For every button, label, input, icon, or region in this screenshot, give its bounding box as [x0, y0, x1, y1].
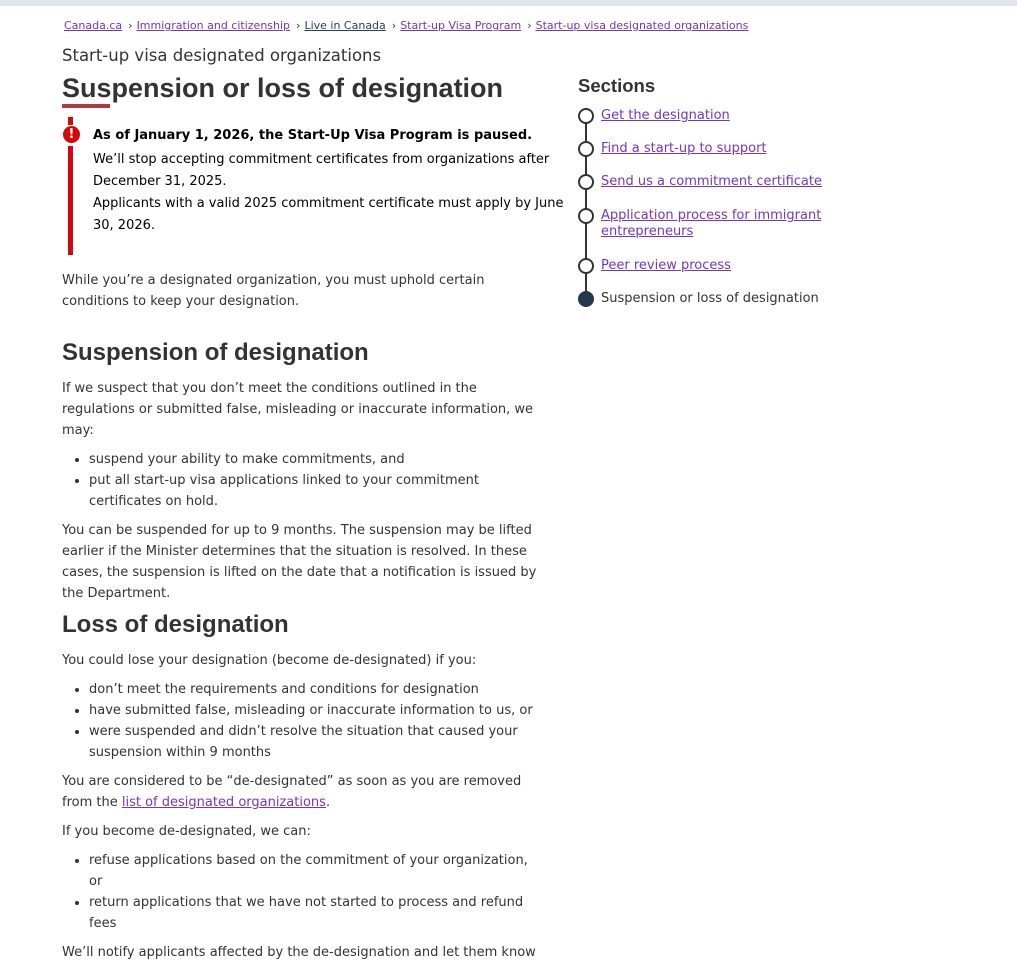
- alert-line: We’ll stop accepting commitment certificates from organizations after December 31, 2025.: [93, 152, 550, 189]
- breadcrumb-live-in-canada[interactable]: Live in Canada: [304, 19, 386, 32]
- step-circle-icon: [578, 174, 594, 190]
- loss-lead: You could lose your designation (become de-designated) if you:: [62, 653, 477, 668]
- breadcrumb-startup-visa[interactable]: Start-up Visa Program: [400, 19, 522, 32]
- chevron-right-icon: ›: [128, 19, 133, 32]
- list-item: • return applications that we have not started to process and refund fees: [89, 892, 542, 934]
- title-underline: [62, 104, 110, 108]
- section-link-send-certificate[interactable]: Send us a commitment certificate: [601, 174, 822, 189]
- list-item: • put all start-up visa applications linked to your commitment certificates on hold.: [89, 470, 542, 512]
- chevron-right-icon: ›: [296, 19, 301, 32]
- list-item: • have submitted false, misleading or inaccurate information to us, or: [89, 700, 542, 721]
- loss-heading: Loss of designation: [62, 611, 289, 638]
- suspension-list: [62, 449, 542, 512]
- step-circle-icon: [578, 108, 594, 124]
- section-current-label: Suspension or loss of designation: [601, 291, 819, 306]
- section-link-peer-review[interactable]: Peer review process: [601, 258, 731, 273]
- step-circle-icon: [578, 258, 594, 274]
- section-link-application-process[interactable]: Application process for immigrant entrepreneurs: [601, 208, 822, 239]
- alert-heading: As of January 1, 2026, the Start-Up Visa Program is paused.: [93, 128, 533, 143]
- page-title: Suspension or loss of designation: [62, 73, 504, 103]
- loss-if-list: [62, 850, 542, 934]
- loss-if-lead: If you become de-designated, we can:: [62, 824, 311, 839]
- list-item: • were suspended and didn’t resolve the situation that caused your suspension within 9 months: [89, 721, 542, 763]
- step-current-icon: [578, 291, 594, 307]
- list-item: • suspend your ability to make commitments, and: [89, 449, 542, 470]
- breadcrumb-designated-orgs[interactable]: Start-up visa designated organizations: [535, 19, 749, 32]
- step-circle-icon: [578, 141, 594, 157]
- suspension-lead: If we suspect that you don’t meet the conditions outlined in the regulations or submitted false, misleading or inaccurate information, we may:: [62, 381, 534, 438]
- alert-message: [93, 125, 568, 237]
- suspension-heading: Suspension of designation: [62, 339, 369, 366]
- alert-line: Applicants with a valid 2025 commitment certificate must apply by June 30, 2026.: [93, 196, 564, 233]
- breadcrumb-canada[interactable]: Canada.ca: [64, 19, 123, 32]
- chevron-right-icon: ›: [391, 19, 397, 32]
- list-item: • refuse applications based on the commitment of your organization, or: [89, 850, 542, 892]
- breadcrumb-immigration[interactable]: Immigration and citizenship: [136, 19, 291, 32]
- loss-notify: We’ll notify applicants affected by the de-designation and let them know: [62, 945, 536, 960]
- intro-text: While you’re a designated organization, you must uphold certain conditions to keep your designation.: [62, 273, 485, 309]
- chevron-right-icon: ›: [527, 19, 532, 32]
- loss-section: [62, 650, 542, 963]
- section-link-get-designation[interactable]: Get the designation: [601, 108, 730, 123]
- step-circle-icon: [578, 208, 594, 224]
- suspension-section: [62, 378, 542, 604]
- section-link-find-startup[interactable]: Find a start-up to support: [601, 141, 767, 156]
- top-bar: [0, 0, 1017, 6]
- suspension-detail: You can be suspended for up to 9 months. The suspension may be lifted earlier if the Minister determines that the situation is resolved. In these cases, the suspension is lifted on the date that a notification is issued by the Department.: [62, 523, 537, 601]
- loss-removed: You are considered to be “de-designated” as soon as you are removed from the list of designated organizations.: [62, 774, 522, 810]
- breadcrumb: [64, 19, 748, 33]
- context-title: Start-up visa designated organizations: [62, 46, 382, 65]
- alert-icon: !: [63, 126, 80, 143]
- loss-list: [62, 679, 542, 763]
- designated-orgs-list-link[interactable]: list of designated organizations: [121, 795, 326, 810]
- list-item: • don’t meet the requirements and conditions for designation: [89, 679, 542, 700]
- sections-title: Sections: [578, 75, 656, 96]
